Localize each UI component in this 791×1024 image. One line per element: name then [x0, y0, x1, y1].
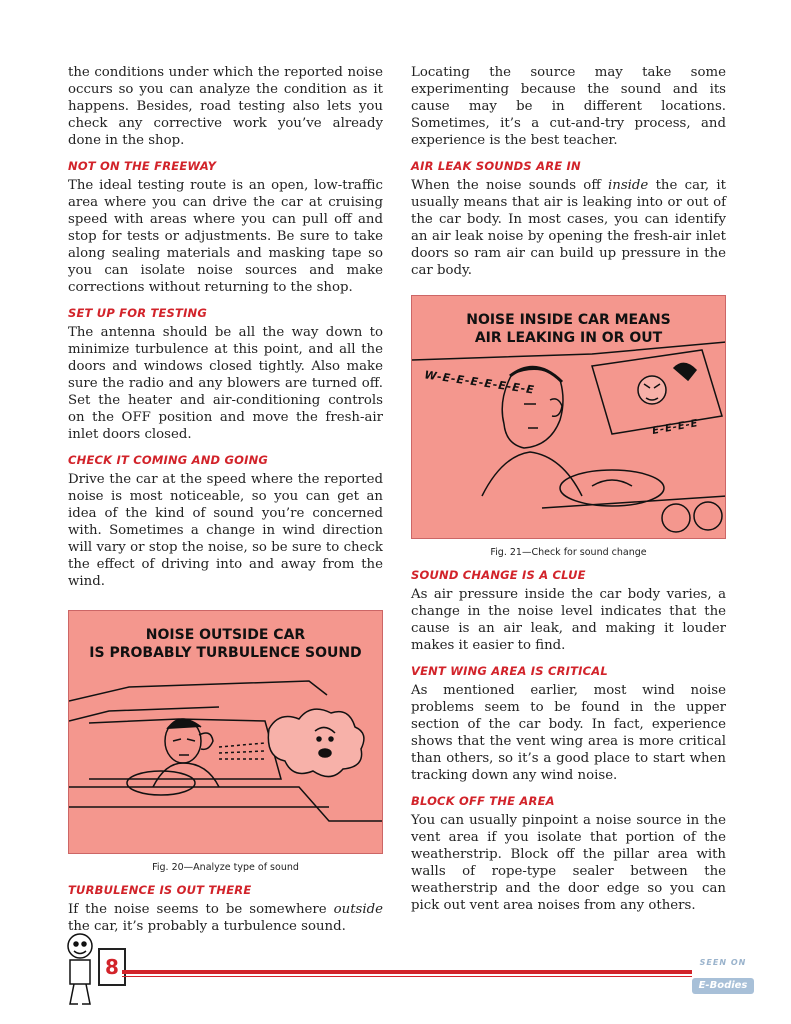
ebodies-logo	[690, 958, 756, 998]
mascot-icon	[60, 932, 100, 1012]
car-turbulence-drawing	[69, 611, 383, 853]
page-number: 8	[98, 948, 126, 986]
paragraph-sound-change: As air pressure inside the car body varies, a change in the noise level indicates that the cause is an air leak, and making it louder makes it easier to find.	[411, 587, 726, 653]
turbulence-text-a: If the noise seems to be somewhere	[68, 902, 334, 917]
paragraph-drive-car: Drive the car at the speed where the reported noise is most noticeable, so you can get an idea of the kind of sound you’re concerned with. Sometimes a change in wind direction will vary or stop the noise, so be sure to check the effect of driving into and away from the wind.	[68, 472, 383, 589]
figure-21-title-line2: AIR LEAKING IN OR OUT	[474, 330, 663, 346]
air-leak-text-a: When the noise sounds off	[411, 178, 609, 193]
paragraph-air-leak	[411, 177, 726, 279]
footer-rule	[122, 970, 692, 974]
right-column	[411, 64, 726, 918]
figure-20-title-line2: IS PROBABLY TURBULENCE SOUND	[89, 645, 362, 661]
driver-listening-drawing	[412, 296, 726, 538]
logo-line1: SEEN ON	[699, 958, 747, 967]
air-leak-text-emphasis: inside	[608, 178, 649, 193]
left-column	[68, 64, 383, 939]
paragraph-turbulence	[68, 901, 383, 935]
turbulence-text-b: the car, it’s probably a turbulence sound.	[68, 919, 346, 934]
sound-effect-text-2: E-E-E-E	[651, 418, 700, 437]
heading-set-up-for-testing: SET UP FOR TESTING	[68, 306, 208, 320]
sound-effect-text: W-E-E-E-E-E-E-E	[423, 368, 536, 397]
figure-21-caption: Fig. 21—Check for sound change	[490, 547, 647, 558]
heading-air-leak-sounds: AIR LEAK SOUNDS ARE IN	[411, 159, 581, 173]
figure-20-illustration	[68, 610, 383, 854]
heading-vent-wing: VENT WING AREA IS CRITICAL	[411, 664, 608, 678]
figure-20-caption: Fig. 20—Analyze type of sound	[152, 862, 299, 873]
paragraph-block-off: You can usually pinpoint a noise source in the vent area if you isolate that portion of the weatherstrip. Block off the pillar area with walls of rope-type sealer between the weatherstrip and the door edge so you can pick out vent area noises from any others.	[411, 813, 726, 913]
logo-line2: E-Bodies	[692, 978, 754, 994]
intro-paragraph-right: Locating the source may take some experimenting because the sound and its cause may be in different locations. Sometimes, it’s a cut-and-try process, and experience is the best teacher.	[411, 65, 726, 148]
intro-paragraph: the conditions under which the reported noise occurs so you can analyze the condition as it happens. Besides, road testing also lets you check any corrective work you’ve already done in the shop.	[68, 65, 383, 148]
footer-rule-thin	[122, 976, 692, 977]
paragraph-testing-route: The ideal testing route is an open, low-traffic area where you can drive the car at cruising speed with areas where you can pull off and stop for tests or adjustments. Be sure to take along sealing materials and masking tape so you can isolate noise sources and make corrections without returning to the shop.	[68, 178, 383, 295]
heading-sound-change: SOUND CHANGE IS A CLUE	[411, 568, 586, 582]
heading-check-it-coming: CHECK IT COMING AND GOING	[68, 453, 269, 467]
heading-turbulence-out-there: TURBULENCE IS OUT THERE	[68, 883, 252, 897]
air-leak-text-b: the car, it usually means that air is leaking into or out of the car body. In most cases, you can identify an air leak noise by opening the fresh-air inlet doors so ram air can build up pressure in the car body.	[411, 178, 726, 278]
paragraph-vent-wing: As mentioned earlier, most wind noise problems seem to be found in the upper section of the car body. In fact, experience shows that the vent wing area is more critical than others, so it’s a good place to start when tracking down any wind noise.	[411, 683, 726, 783]
heading-block-off: BLOCK OFF THE AREA	[411, 794, 555, 808]
turbulence-text-emphasis: outside	[333, 902, 383, 917]
heading-not-on-freeway: NOT ON THE FREEWAY	[68, 159, 217, 173]
figure-20-title-line1: NOISE OUTSIDE CAR	[145, 627, 306, 643]
figure-21-title-line1: NOISE INSIDE CAR MEANS	[466, 312, 671, 328]
figure-21-illustration	[411, 295, 726, 539]
paragraph-setup: The antenna should be all the way down to minimize turbulence at this point, and all the doors and windows closed tightly. Also make sure the radio and any blowers are turned off. Set the heater and air-conditioning controls on the OFF position and move the fresh-air inlet doors closed.	[68, 325, 383, 442]
